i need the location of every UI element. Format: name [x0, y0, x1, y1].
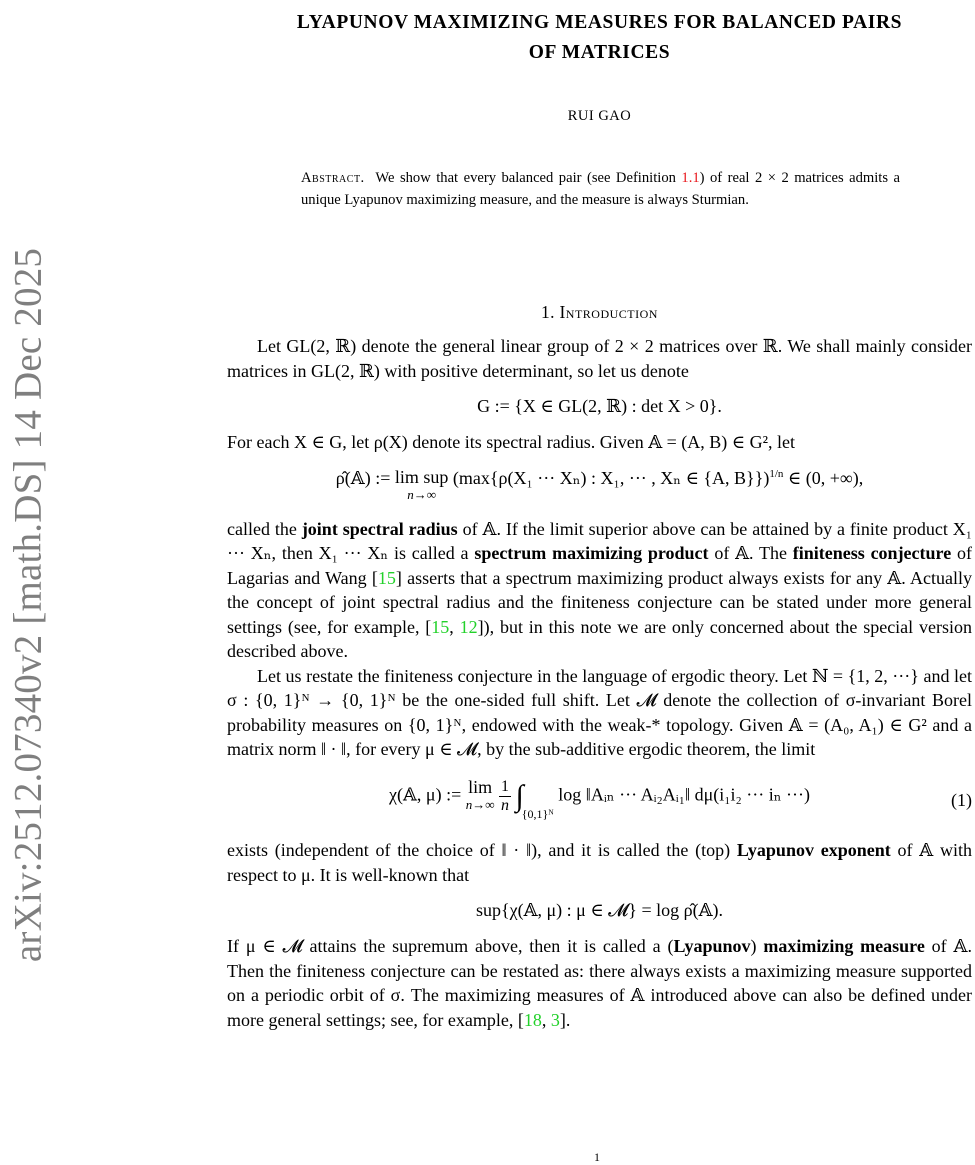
limsup-text: lim sup	[394, 466, 449, 487]
eq-rho-right: (max{ρ(X₁ ··· Xₙ) : X₁, ··· , Xₙ ∈ {A, B}})	[448, 467, 770, 488]
citation-15[interactable]: 15	[377, 567, 396, 588]
equation-rho	[227, 468, 972, 504]
author: RUI GAO	[567, 108, 632, 124]
term-finiteness-conjecture: finiteness conjecture	[792, 543, 952, 563]
paragraph-2	[227, 517, 972, 664]
section-title: Introduction	[559, 302, 658, 322]
text: exists (independent of the choice of ‖ · ‖), and it is called the (top)	[227, 840, 737, 861]
abstract-text-b: ) of real 2 × 2 matrices admits a unique Lyapunov maximizing measure, and the measure is always Sturmian.	[301, 170, 900, 208]
lim-operator	[466, 778, 495, 814]
title-line-1: LYAPUNOV MAXIMIZING MEASURES FOR BALANCED PAIRS	[296, 12, 903, 33]
equation-sup: sup{χ(𝔸, μ) : μ ∈ 𝓜} = log ρ̂(𝔸).	[475, 900, 724, 921]
paper-page	[227, 0, 972, 1032]
eq-chi-right: log ‖Aᵢₙ ··· Aᵢ₂Aᵢ₁‖ dμ(i₁i₂ ··· iₙ ···)	[553, 784, 811, 805]
arxiv-stamp-text: arXiv:2512.07340v2 [math.DS] 14 Dec 2025	[6, 247, 50, 963]
text: called the	[227, 518, 302, 539]
page-number: 1	[594, 1150, 600, 1164]
lim-text: lim	[468, 776, 493, 797]
text: ,	[541, 1009, 551, 1030]
eq-rho-left: ρ̂(𝔸) :=	[335, 467, 395, 488]
citation-3[interactable]: 3	[550, 1009, 560, 1030]
frac-den: n	[501, 796, 509, 814]
eq-rho-tail: ∈ (0, +∞),	[783, 467, 864, 488]
text: ]), but in this note we are only concerned about the special version described above.	[227, 616, 972, 661]
paragraph-5	[227, 934, 972, 1032]
citation-18[interactable]: 18	[523, 1009, 542, 1030]
fraction	[499, 778, 511, 815]
abstract-text-a: We show that every balanced pair (see Definition	[375, 170, 682, 186]
text: of Lagarias and Wang [	[227, 543, 972, 588]
text: ].	[559, 1009, 571, 1030]
text: ] asserts that a spectrum maximizing product always exists for any 𝔸. Actually the concept of joint spectral radius and the finiteness conjecture can be stated under more general settings (see, for example, [	[227, 567, 972, 637]
limsup-operator	[395, 468, 449, 504]
text: of 𝔸. If the limit superior above can be attained by a finite product X₁ ··· Xₙ, then X₁ ··· Xₙ is called a	[227, 518, 973, 563]
paragraph-1b: For each X ∈ G, let ρ(X) denote its spectral radius. Given 𝔸 = (A, B) ∈ G², let	[227, 432, 796, 452]
eq-rho-exponent: 1/n	[769, 467, 784, 480]
term-maximizing-measure: maximizing measure	[763, 936, 925, 957]
lim-sub: n→∞	[465, 796, 495, 812]
title-line-2: OF MATRICES	[528, 42, 671, 63]
integral-sign: ∫	[515, 779, 524, 812]
equation-1-chi	[227, 778, 972, 823]
section-heading	[227, 302, 972, 323]
equation-G: G := {X ∈ GL(2, ℝ) : det X > 0}.	[477, 396, 722, 416]
text: of 𝔸 with respect to μ. It is well-known that	[227, 840, 972, 885]
term-lyapunov-exponent: Lyapunov exponent	[736, 840, 891, 861]
citation-15[interactable]: 15	[431, 616, 450, 637]
citation-12[interactable]: 12	[459, 616, 478, 637]
equation-number: (1)	[951, 789, 972, 810]
integral-domain: {0,1}ᴺ	[521, 807, 554, 822]
text: ,	[449, 616, 460, 637]
limsup-sub: n→∞	[407, 486, 437, 502]
abstract	[301, 168, 900, 211]
paragraph-4	[227, 838, 972, 887]
section-number: 1.	[541, 302, 555, 322]
paragraph-3: Let us restate the finiteness conjecture in the language of ergodic theory. Let ℕ = {1, 2, ···} and let σ : {0, 1}ᴺ → {0, 1}ᴺ be the one-sided full shift. Let 𝓜 denote the collection of σ-invariant Borel probability measures on {0, 1}ᴺ, endowed with the weak-* topology. Given 𝔸 = (A₀, A₁) ∈ G² and a matrix norm ‖ · ‖, for every μ ∈ 𝓜, by the sub-additive ergodic theorem, the limit	[227, 665, 972, 759]
term-lyapunov: Lyapunov	[673, 936, 751, 957]
arxiv-stamp	[4, 120, 52, 1090]
term-spectrum-maximizing-product: spectrum maximizing product	[474, 543, 709, 563]
text: If μ ∈ 𝓜 attains the supremum above, then it is called a (	[227, 936, 674, 957]
paper-title	[227, 8, 972, 68]
eq-chi-left: χ(𝔸, μ) :=	[388, 784, 466, 805]
definition-link[interactable]: 1.1	[681, 170, 700, 186]
text: )	[750, 936, 764, 957]
frac-num: 1	[501, 777, 509, 795]
abstract-label: Abstract.	[301, 170, 365, 186]
text: of 𝔸. The	[708, 543, 793, 563]
paragraph-1: Let GL(2, ℝ) denote the general linear group of 2 × 2 matrices over ℝ. We shall mainly consider matrices in GL(2, ℝ) with positive determinant, so let us denote	[227, 336, 972, 381]
text: of 𝔸. Then the finiteness conjecture can be restated as: there always exists a maximizing measure supported on a periodic orbit of σ. The maximizing measures of 𝔸 introduced above can also be defined under more general settings; see, for example, [	[227, 936, 972, 1030]
term-joint-spectral-radius: joint spectral radius	[301, 518, 458, 539]
